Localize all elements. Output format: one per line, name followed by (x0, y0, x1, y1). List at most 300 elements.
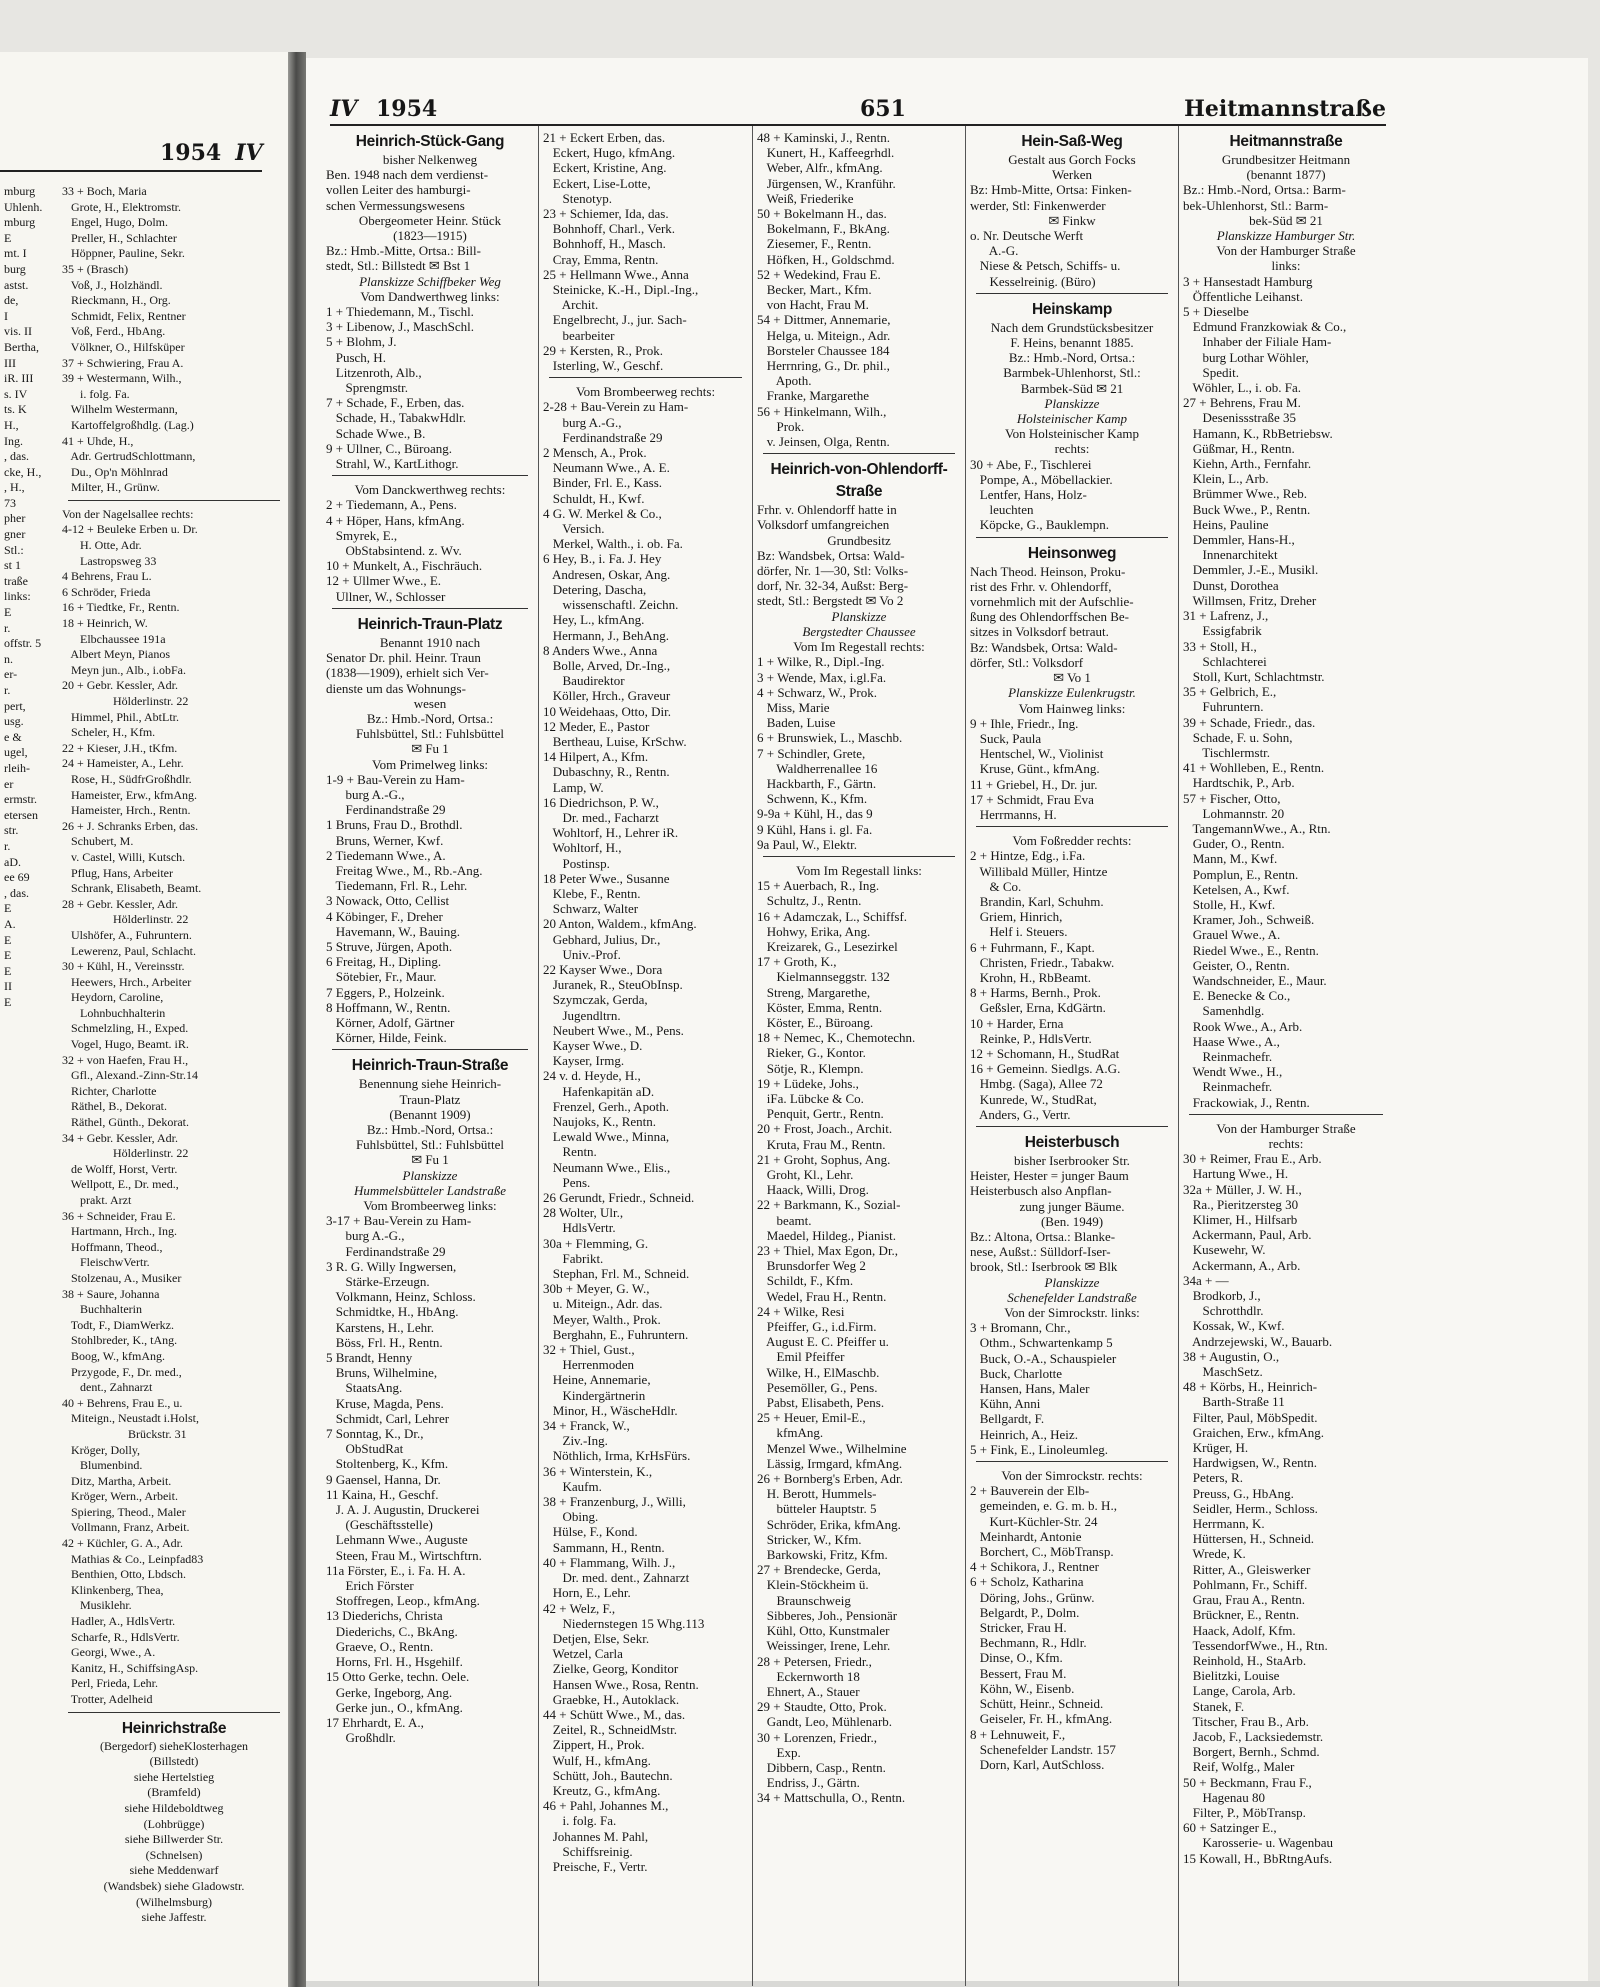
directory-entry: Schwenn, K., Kfm. (757, 791, 868, 807)
street-note: Obergeometer Heinr. Stück (358, 212, 502, 228)
directory-entry: Haack, Adolf, Kfm. (1183, 1622, 1296, 1638)
directory-entry: Merkel, Walth., i. ob. Fa. (543, 536, 683, 552)
directory-entry: 34 + Franck, W., (543, 1418, 630, 1434)
directory-entry: 39 + Westermann, Wilh., (62, 371, 182, 386)
street-note: (Wilhelmsburg) (136, 1894, 212, 1909)
directory-entry: Bechmann, R., Hdlr. (970, 1635, 1087, 1651)
directory-entry: 27 + Behrens, Frau M. (1183, 395, 1301, 411)
street-note: (benannt 1877) (1246, 167, 1326, 183)
street-note: siehe Hertelstieg (133, 1769, 215, 1784)
directory-entry: Wedel, Frau H., Rentn. (757, 1288, 887, 1304)
directory-entry: Von der Nagelsallee rechts: (62, 506, 194, 521)
directory-entry: E (4, 932, 12, 947)
directory-entry: Brodkorb, J., (1183, 1288, 1261, 1304)
directory-entry: 16 + Tiedtke, Fr., Rentn. (62, 600, 180, 615)
directory-entry: 31 + Lafrenz, J., (1183, 608, 1269, 624)
directory-entry: Nöthlich, Irma, KrHsFürs. (543, 1448, 691, 1464)
directory-entry: Pfeiffer, G., i.d.Firm. (757, 1319, 877, 1335)
directory-entry: Sibberes, Joh., Pensionär (757, 1607, 898, 1623)
directory-entry: Jugendltrn. (543, 1007, 621, 1023)
directory-entry: Fabrikt. (543, 1250, 604, 1266)
directory-entry: Sötebier, Fr., Maur. (326, 969, 437, 985)
directory-entry: Hackbarth, F., Gärtn. (757, 775, 877, 791)
plan-reference: Planskizze (402, 1167, 458, 1183)
right-header-year: 1954 (376, 96, 438, 122)
street-note: siehe Jaffestr. (141, 1910, 207, 1925)
directory-entry: 40 + Behrens, Frau E., u. (62, 1395, 183, 1410)
directory-entry: Ehnert, A., Stauer (757, 1683, 860, 1699)
street-note: Benennung siehe Heinrich- (358, 1076, 502, 1092)
directory-entry: 12 + Ullmer Wwe., E. (326, 573, 442, 589)
directory-entry: Helf i. Steuers. (970, 924, 1068, 940)
street-heading: Heinsonweg (1027, 544, 1117, 562)
directory-entry: Kanitz, H., SchiffsingAsp. (62, 1660, 199, 1675)
directory-entry: Vogel, Hugo, Beamt. iR. (62, 1037, 189, 1052)
directory-entry: Haase Wwe., A., (1183, 1033, 1280, 1049)
directory-entry: 12 Meder, E., Pastor (543, 718, 650, 734)
directory-entry: Lastropsweg 33 (62, 553, 157, 568)
directory-entry: Schmidt, Carl, Lehrer (326, 1410, 450, 1426)
directory-entry: Hameister, Hrch., Rentn. (62, 803, 191, 818)
directory-entry: Pflug, Hans, Arbeiter (62, 865, 173, 880)
directory-entry: Obing. (543, 1509, 599, 1525)
street-note: Von Holsteinischer Kamp (1004, 426, 1140, 442)
directory-entry: Essigfabrik (1183, 623, 1262, 639)
directory-entry: 30 + Lorenzen, Friedr., (757, 1729, 877, 1745)
directory-entry: 14 Hilpert, A., Kfm. (543, 749, 649, 765)
directory-entry: Ferdinandstraße 29 (543, 429, 663, 445)
directory-entry: Hardtschik, P., Arb. (1183, 775, 1295, 791)
street-note: Benannt 1910 nach (379, 634, 481, 650)
directory-entry: Kesselreinig. (Büro) (970, 273, 1096, 289)
directory-entry: vollen Leiter des hamburgi- (326, 182, 471, 198)
directory-entry: 6 + Fuhrmann, F., Kapt. (970, 939, 1095, 955)
street-note: (Ben. 1949) (1040, 1213, 1104, 1229)
directory-entry: 25 + Hellmann Wwe., Anna (543, 266, 689, 282)
directory-entry: Elbchaussee 191a (62, 631, 166, 646)
directory-entry: 38 + Franzenburg, J., Willi, (543, 1494, 686, 1510)
directory-entry: s. IV (4, 386, 28, 401)
directory-entry: FleischwVertr. (62, 1255, 150, 1270)
directory-entry: Hoffmann, Theod., (62, 1239, 163, 1254)
directory-entry: E. Benecke & Co., (1183, 988, 1291, 1004)
directory-entry: Minor, H., WäscheHdlr. (543, 1402, 678, 1418)
directory-entry: Volkmann, Heinz, Schloss. (326, 1289, 476, 1305)
directory-entry: 26 + Bornberg's Erben, Adr. (757, 1471, 903, 1487)
directory-entry: ee 69 (4, 870, 30, 885)
street-note: Fuhlsbüttel, Stl.: Fuhlsbüttel (355, 1137, 505, 1153)
directory-entry: 6 Freitag, H., Dipling. (326, 954, 442, 970)
directory-entry: Stenotyp. (543, 190, 612, 206)
directory-entry: Horn, E., Lehr. (543, 1585, 631, 1601)
column-divider (538, 126, 539, 1986)
directory-entry: Apoth. (757, 373, 812, 389)
directory-entry: Niese & Petsch, Schiffs- u. (970, 258, 1121, 274)
directory-entry: Güßmar, H., Rentn. (1183, 440, 1295, 456)
directory-entry: str. (4, 823, 19, 838)
directory-entry: 8 Anders Wwe., Anna (543, 642, 658, 658)
directory-entry: Menzel Wwe., Wilhelmine (757, 1440, 907, 1456)
directory-entry: Schiffsreinig. (543, 1843, 633, 1859)
directory-entry: Exp. (757, 1744, 801, 1760)
directory-entry: Reinhold, H., StaArb. (1183, 1652, 1307, 1668)
section-rule (976, 1126, 1168, 1127)
directory-entry: J. A. J. Augustin, Druckerei (326, 1502, 480, 1518)
directory-entry: iFa. Lübcke & Co. (757, 1090, 864, 1106)
directory-entry: Smyrek, E., (326, 527, 398, 543)
street-note: Vom Danckwerthweg rechts: (354, 482, 506, 498)
directory-entry: Stoll, Kurt, Schlachtmstr. (1183, 668, 1325, 684)
directory-entry: stedt, Stl.: Bergstedt ✉ Vo 2 (757, 593, 904, 609)
directory-entry: Wöhler, L., i. ob. Fa. (1183, 380, 1302, 396)
directory-entry: Himmel, Phil., AbtLtr. (62, 709, 180, 724)
directory-entry: rleih- (4, 760, 30, 775)
directory-entry: Dinse, O., Kfm. (970, 1650, 1063, 1666)
directory-entry: Lehmann Wwe., Auguste (326, 1532, 468, 1548)
directory-entry: Braunschweig (757, 1592, 851, 1608)
directory-entry: Guder, O., Rentn. (1183, 836, 1285, 852)
directory-entry: 4 + Schwarz, W., Prok. (757, 684, 877, 700)
directory-entry: Zippert, H., Prok. (543, 1737, 645, 1753)
directory-entry: Bz.: Hmb.-Nord, Ortsa.: Barm- (1183, 182, 1346, 198)
directory-entry: Körner, Adolf, Gärtner (326, 1014, 455, 1030)
directory-entry: 35 + Gelbrich, E., (1183, 684, 1277, 700)
street-note: zung junger Bäume. (1019, 1198, 1125, 1214)
directory-entry: Miteign., Neustadt i.Holst, (62, 1411, 199, 1426)
directory-entry: ugel, (4, 745, 28, 760)
directory-entry: Pusch, H. (326, 349, 386, 365)
directory-entry: Bz: Hmb-Mitte, Ortsa: Finken- (970, 182, 1132, 198)
directory-entry: Engel, Hugo, Dolm. (62, 215, 168, 230)
street-note: Vom Primelweg links: (371, 756, 489, 772)
directory-entry: Brümmer Wwe., Reb. (1183, 486, 1307, 502)
directory-entry: 3 Nowack, Otto, Cellist (326, 893, 450, 909)
directory-entry: Niedernstegen 15 Whg.113 (543, 1615, 705, 1631)
directory-entry: Wohltorf, H., (543, 840, 622, 856)
directory-entry: Böss, Frl. H., Rentn. (326, 1334, 443, 1350)
street-note: bisher Iserbrooker Str. (1014, 1152, 1130, 1168)
directory-entry: vornehmlich mit der Aufschlie- (970, 594, 1134, 610)
street-note: Vom Im Regestall links: (796, 862, 922, 878)
directory-entry: 33 + Stoll, H., (1183, 638, 1257, 654)
directory-entry: II (4, 979, 12, 994)
directory-entry: Stoltenberg, K., Kfm. (326, 1456, 449, 1472)
street-note: Bz.: Hmb.-Nord, Ortsa.: (366, 710, 494, 726)
directory-entry: Preller, H., Schlachter (62, 230, 177, 245)
directory-entry: Diederichs, C., BkAng. (326, 1623, 458, 1639)
directory-entry: Filter, Paul, MöbSpedit. (1183, 1409, 1318, 1425)
directory-entry: Hölderlinstr. 22 (62, 912, 189, 927)
section-rule (332, 608, 528, 609)
directory-entry: 11a Förster, E., i. Fa. H. A. (326, 1562, 466, 1578)
street-note: Vom Brombeerweg rechts: (575, 384, 716, 400)
directory-entry: E (4, 605, 12, 620)
directory-entry: Bz: Wandsbek, Ortsa: Wald- (970, 639, 1118, 655)
street-heading: Heinrich-Traun-Straße (351, 1057, 509, 1075)
directory-entry: Kusewehr, W. (1183, 1242, 1266, 1258)
street-note: siehe Meddenwarf (129, 1863, 219, 1878)
directory-entry: ObStabsintend. z. Wv. (326, 543, 462, 559)
directory-entry: Hey, L., kfmAng. (543, 612, 645, 628)
directory-entry: 36 + Winterstein, K., (543, 1463, 653, 1479)
directory-entry: 24 + Wilke, Resi (757, 1303, 845, 1319)
directory-entry: Lohmannstr. 20 (1183, 805, 1285, 821)
column-divider (1178, 126, 1179, 1986)
directory-entry: Herrenmoden (543, 1357, 634, 1373)
left-header-rule (0, 170, 262, 172)
directory-entry: Mathias & Co., Leinpfad83 (62, 1551, 204, 1566)
directory-entry: 2 Tiedemann Wwe., A. (326, 847, 446, 863)
street-note: Von der Hamburger Straße (1216, 1120, 1356, 1136)
directory-entry: Titscher, Frau B., Arb. (1183, 1713, 1309, 1729)
directory-entry: Köpcke, G., Bauklempn. (970, 517, 1110, 533)
directory-entry: iR. III (4, 371, 34, 386)
directory-entry: A.-G. (970, 243, 1019, 259)
directory-entry: Völkner, O., Hilfsküper (62, 339, 185, 354)
directory-entry: Ziesemer, F., Rentn. (757, 236, 872, 252)
directory-entry: 48 + Kaminski, J., Rentn. (757, 130, 890, 145)
street-note: Grundbesitz (827, 532, 891, 548)
directory-entry: Milter, H., Grünw. (62, 480, 160, 495)
directory-entry: 20 Anton, Waldem., kfmAng. (543, 916, 697, 932)
directory-entry: Binder, Frl. E., Kass. (543, 475, 662, 491)
street-note: wesen (413, 695, 447, 711)
directory-entry: Seidler, Herm., Schloss. (1183, 1500, 1318, 1516)
directory-entry: Hameister, Erw., kfmAng. (62, 787, 198, 802)
directory-entry: 28 + Gebr. Kessler, Adr. (62, 896, 178, 911)
directory-entry: TangemannWwe., A., Rtn. (1183, 820, 1331, 836)
directory-entry: 9 Gaensel, Hanna, Dr. (326, 1471, 441, 1487)
directory-entry: 20 + Frost, Joach., Archit. (757, 1121, 893, 1137)
directory-entry: Wellpott, E., Dr. med., (62, 1177, 179, 1192)
directory-entry: Köster, Emma, Rentn. (757, 999, 883, 1015)
directory-entry: Christen, Friedr., Tabakw. (970, 954, 1115, 970)
directory-entry: Miss, Marie (757, 699, 830, 715)
directory-entry: Kühl, Otto, Kunstmaler (757, 1623, 890, 1639)
directory-entry: Rose, H., SüdfrGroßhdlr. (62, 771, 192, 786)
directory-entry: Schlachterei (1183, 653, 1267, 669)
section-rule (68, 500, 280, 501)
directory-entry: 22 + Kieser, J.H., tKfm. (62, 740, 178, 755)
directory-entry: Kramer, Joh., Schweiß. (1183, 912, 1315, 928)
street-note: Von der Simrockstr. links: (1004, 1305, 1140, 1321)
directory-entry: Höfken, H., Goldschmd. (757, 251, 895, 267)
directory-entry: Döring, Johs., Grünw. (970, 1589, 1095, 1605)
directory-entry: Spiering, Theod., Maler (62, 1504, 186, 1519)
directory-entry: Ing. (4, 433, 23, 448)
directory-entry: etersen (4, 807, 38, 822)
directory-entry: Suck, Paula (970, 730, 1042, 746)
directory-entry: Rook Wwe., A., Arb. (1183, 1018, 1303, 1034)
directory-entry: Barth-Straße 11 (1183, 1394, 1285, 1410)
directory-entry: Ritter, A., Gleiswerker (1183, 1561, 1311, 1577)
directory-entry: links: (4, 589, 31, 604)
directory-entry: Demmler, Hans-H., (1183, 532, 1295, 548)
directory-entry: Stanek, F. (1183, 1698, 1245, 1714)
directory-entry: rist des Frhr. v. Ohlendorff, (970, 578, 1112, 594)
directory-entry: Hüttersen, H., Schneid. (1183, 1531, 1315, 1547)
directory-entry: 1 + Thiedemann, M., Tischl. (326, 304, 474, 320)
directory-entry: Stärke-Erzeugn. (326, 1274, 430, 1290)
directory-entry: ObStudRat (326, 1441, 404, 1457)
directory-entry: Juranek, R., SteuObInsp. (543, 977, 683, 993)
directory-entry: Waldherrenallee 16 (757, 760, 878, 776)
directory-entry: 15 + Auerbach, R., Ing. (757, 878, 880, 894)
directory-entry: Neumann Wwe., Elis., (543, 1159, 671, 1175)
directory-entry: Demmler, J.-E., Musikl. (1183, 562, 1319, 578)
directory-entry: 4 + Schikora, J., Rentner (970, 1559, 1100, 1575)
directory-entry: dörfer, Nr. 1—30, Stl: Volks- (757, 563, 909, 579)
directory-entry: Trotter, Adelheid (62, 1692, 153, 1706)
directory-entry: Steinicke, K.-H., Dipl.-Ing., (543, 282, 699, 298)
directory-entry: 30 + Reimer, Frau E., Arb. (1183, 1151, 1322, 1167)
directory-entry: Kindergärtnerin (543, 1387, 646, 1403)
street-heading: Heinskamp (1032, 300, 1112, 318)
directory-entry: Ferdinandstraße 29 (326, 1243, 446, 1259)
directory-entry: 24 + Hameister, A., Lehr. (62, 756, 184, 771)
directory-entry: usg. (4, 714, 24, 729)
street-note: Bz.: Hmb.-Nord, Ortsa.: (1008, 350, 1136, 366)
street-note: (Lohbrügge) (143, 1816, 205, 1831)
directory-entry: Lentfer, Hans, Holz- (970, 487, 1087, 503)
column-6 (1183, 130, 1389, 1980)
directory-entry: beamt. (757, 1212, 812, 1228)
directory-entry: dorf, Nr. 32-34, Außst: Berg- (757, 578, 909, 594)
directory-entry: 5 + Dieselbe (1183, 304, 1249, 320)
street-note: ✉ Fu 1 (411, 1152, 449, 1168)
directory-entry: Lewald Wwe., Minna, (543, 1129, 670, 1145)
street-note: Fuhlsbüttel, Stl.: Fuhlsbüttel (355, 726, 505, 742)
directory-entry: Innenarchitekt (1183, 547, 1278, 563)
directory-entry: 30 + Kühl, H., Vereinsstr. (62, 959, 185, 974)
directory-entry: Benthien, Otto, Lbdsch. (62, 1567, 186, 1582)
directory-entry: ßung des Ohlendorffschen Be- (970, 609, 1129, 625)
directory-entry: Graichen, Erw., kfmAng. (1183, 1424, 1325, 1440)
directory-entry: de, (4, 293, 19, 308)
directory-entry: e & (4, 729, 22, 744)
directory-entry: Nach Theod. Heinson, Proku- (970, 563, 1126, 579)
directory-entry: mt. I (4, 246, 27, 261)
directory-entry: Barkowski, Fritz, Kfm. (757, 1547, 888, 1563)
directory-entry: 21 + Groht, Sophus, Ang. (757, 1151, 891, 1167)
directory-entry: Brückner, E., Rentn. (1183, 1607, 1300, 1623)
directory-entry: 4 Behrens, Frau L. (62, 569, 152, 584)
directory-entry: Weissinger, Irene, Lehr. (757, 1638, 891, 1654)
directory-entry: 4 G. W. Merkel & Co., (543, 505, 662, 521)
directory-entry: Buchhalterin (62, 1302, 142, 1317)
directory-entry: Schmelzling, H., Exped. (62, 1021, 189, 1036)
directory-entry: III (4, 355, 16, 370)
directory-entry: 34 + Gebr. Kessler, Adr. (62, 1130, 178, 1145)
directory-entry: Musiklehr. (62, 1598, 132, 1613)
directory-entry: 73 (4, 495, 16, 510)
directory-entry: 18 + Nemec, K., Chemotechn. (757, 1030, 916, 1046)
directory-entry: er- (4, 667, 18, 682)
directory-entry: Schröder, Erika, kfmAng. (757, 1516, 901, 1532)
directory-entry: 32 + von Haefen, Frau H., (62, 1052, 189, 1067)
directory-entry: Räthel, Günth., Dekorat. (62, 1115, 189, 1130)
directory-entry: 1-9 + Bau-Verein zu Ham- (326, 771, 465, 787)
directory-entry: r. (4, 683, 11, 697)
directory-entry: 10 + Munkelt, A., Fischräuch. (326, 558, 483, 574)
directory-entry: schen Vermessungswesens (326, 197, 465, 213)
directory-entry: i. folg. Fa. (62, 386, 130, 401)
directory-entry: 9 Kühl, Hans i. gl. Fa. (757, 821, 873, 837)
directory-entry: 21 + Eckert Erben, das. (543, 130, 666, 145)
column-3 (543, 130, 748, 1980)
directory-entry: , das. (4, 885, 29, 900)
directory-entry: Großhdlr. (326, 1730, 396, 1746)
directory-entry: Gebhard, Julius, Dr., (543, 931, 661, 947)
directory-entry: Univ.-Prof. (543, 946, 621, 962)
directory-entry: HdlsVertr. (543, 1220, 616, 1236)
directory-entry: 5 + Fink, E., Linoleumleg. (970, 1441, 1109, 1457)
directory-entry: Bohnhoff, H., Masch. (543, 236, 666, 252)
directory-entry: o. Nr. Deutsche Werft (970, 228, 1084, 244)
directory-entry: Helga, u. Miteign., Adr. (757, 327, 891, 343)
street-note: (Schnelsen) (145, 1847, 203, 1862)
directory-entry: Griem, Hinrich, (970, 909, 1063, 925)
directory-entry: Groht, Kl., Lehr. (757, 1167, 854, 1182)
directory-entry: Gerke jun., O., kfmAng. (326, 1699, 463, 1715)
directory-entry: Hansen, Hans, Maler (970, 1381, 1090, 1397)
directory-entry: Hartung Wwe., H. (1183, 1166, 1289, 1182)
directory-entry: Willibald Müller, Hintze (970, 863, 1108, 879)
street-heading: Heisterbusch (1024, 1133, 1120, 1151)
section-rule (976, 293, 1168, 294)
directory-entry: Wendt Wwe., H., (1183, 1064, 1283, 1080)
directory-entry: 15 Otto Gerke, techn. Oele. (326, 1669, 470, 1685)
directory-entry: Belgardt, P., Dolm. (970, 1604, 1080, 1620)
street-note: links: (1271, 258, 1301, 274)
directory-entry: Hafenkapitän aD. (543, 1083, 655, 1099)
street-note: (Billstedt) (149, 1754, 199, 1769)
street-note: ✉ Vo 1 (1053, 670, 1091, 686)
directory-entry: Schade Wwe., B. (326, 425, 426, 441)
directory-entry: Eckert, Kristine, Ang. (543, 160, 667, 176)
directory-entry: Becker, Mart., Kfm. (757, 282, 872, 298)
directory-entry: Dr. med., Facharzt (543, 809, 659, 825)
street-note: Werken (1051, 167, 1093, 183)
plan-reference: Hummelsbütteler Landstraße (353, 1182, 507, 1198)
directory-entry: Havemann, W., Bauing. (326, 923, 460, 939)
street-note: Vom Im Regestall rechts: (793, 639, 925, 655)
directory-entry: Detjen, Else, Sekr. (543, 1630, 650, 1646)
directory-entry: Schildt, F., Kfm. (757, 1273, 854, 1289)
plan-reference: Schenefelder Landstraße (1007, 1289, 1137, 1305)
directory-entry: Stolzenau, A., Musiker (62, 1270, 182, 1285)
directory-entry: 3 + Wende, Max, i.gl.Fa. (757, 669, 887, 685)
directory-entry: 28 Wolter, Ulr., (543, 1205, 624, 1221)
section-rule (1189, 1114, 1383, 1115)
directory-entry: burg Lothar Wöhler, (1183, 349, 1309, 365)
directory-entry: Hardwigsen, W., Rentn. (1183, 1455, 1317, 1471)
directory-entry: Stohlbreder, K., tAng. (62, 1333, 178, 1348)
directory-entry: Kielmannseggstr. 132 (757, 969, 890, 985)
directory-entry: Schrotthdlr. (1183, 1303, 1264, 1319)
directory-entry: Hohwy, Erika, Ang. (757, 923, 871, 939)
directory-entry: 4 Köbinger, F., Dreher (326, 908, 443, 924)
directory-entry: Klinkenberg, Thea, (62, 1582, 164, 1597)
directory-entry: Brunsdorfer Weg 2 (757, 1258, 866, 1274)
street-note: ✉ Fu 1 (411, 741, 449, 757)
directory-entry: 41 + Uhde, H., (62, 433, 134, 448)
directory-entry: Reif, Wolfg., Maler (1183, 1759, 1295, 1775)
directory-entry: Maedel, Hildeg., Pianist. (757, 1227, 897, 1243)
directory-entry: Wandschneider, E., Maur. (1183, 972, 1327, 988)
directory-entry: ermstr. (4, 792, 37, 807)
directory-entry: Karstens, H., Lehr. (326, 1319, 434, 1335)
